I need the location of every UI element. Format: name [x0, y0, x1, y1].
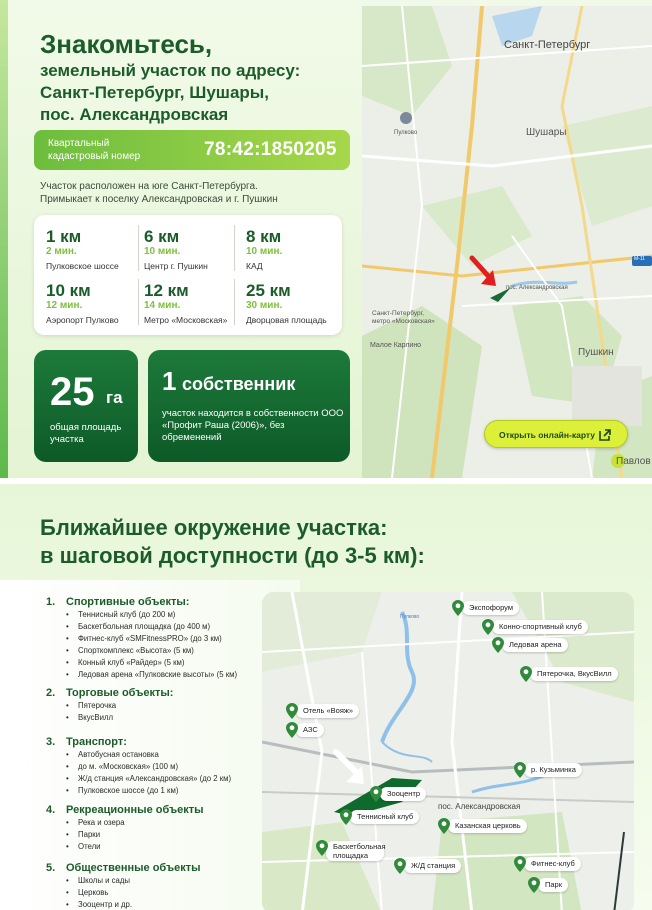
- list-item: • Пулковское шоссе (до 1 км): [66, 785, 231, 797]
- stat-place: Дворцовая площадь: [246, 315, 327, 325]
- open-online-map-button[interactable]: [484, 420, 628, 448]
- poi-label: Парк: [538, 878, 568, 892]
- list-item: • Конный клуб «Райдер» (5 км): [66, 657, 237, 669]
- stat-min: 14 мин.: [144, 300, 181, 311]
- owner-value: 1: [162, 366, 177, 396]
- stat-item: [144, 227, 240, 279]
- poi-label: Отель «Вояж»: [296, 704, 359, 718]
- intro-title-line4: пос. Александровская: [40, 105, 229, 124]
- list-item: • Ледовая арена «Пулковские высоты» (5 км): [66, 669, 237, 681]
- map-pin-icon: [452, 600, 464, 616]
- list-item: • ВкусВилл: [66, 712, 116, 724]
- poi-label: АЗС: [296, 723, 324, 737]
- area-value: 25: [50, 370, 95, 414]
- map-label-metro1: Санкт-Петербург,: [372, 310, 424, 317]
- list-item: • Спорткомплекс «Высота» (5 км): [66, 645, 237, 657]
- category-name: Торговые объекты:: [66, 687, 174, 699]
- poi-label: Ледовая арена: [502, 638, 568, 652]
- external-link-icon: [597, 427, 613, 445]
- area-unit: га: [106, 388, 123, 407]
- category-name: Спортивные объекты:: [66, 596, 190, 608]
- overview-map-graphic: [362, 6, 652, 478]
- stat-km: 25 км: [246, 281, 291, 300]
- category-number: 3.: [46, 736, 56, 748]
- intro-title-line2: земельный участок по адресу:: [40, 61, 301, 80]
- map-pin-icon: [286, 722, 298, 738]
- intro-title-line1: Знакомьтесь,: [40, 29, 213, 59]
- map-pin-icon: [514, 762, 526, 778]
- stat-place: Аэропорт Пулково: [46, 315, 119, 325]
- stat-km: 10 км: [46, 281, 91, 300]
- map-pin-icon: [370, 786, 382, 802]
- category-number: 1.: [46, 596, 56, 608]
- cadastre-label: Квартальный кадастровый номер: [48, 138, 141, 162]
- category-name: Транспорт:: [66, 736, 127, 748]
- stat-km: 1 км: [46, 227, 82, 246]
- surroundings-title-line2: в шаговой доступности (до 3-5 км):: [40, 543, 425, 568]
- poi-label: Баскетбольная площадка: [326, 841, 384, 861]
- poi-label: Пятерочка, ВкусВилл: [530, 667, 618, 681]
- map-pin-icon: [394, 858, 406, 874]
- map-label-m11: M-11: [634, 256, 646, 262]
- category-items: [66, 749, 231, 797]
- owner-tile: [148, 350, 350, 462]
- map-label-pulkovo: Пулково: [394, 130, 418, 136]
- map-label-pushkin: Пушкин: [578, 347, 614, 358]
- description-line2: Примыкает к поселку Александровская и г. Пушкин: [40, 194, 278, 205]
- overview-map[interactable]: [362, 6, 652, 478]
- cadastre-banner: [34, 130, 350, 170]
- poi-label: Экспофорум: [462, 601, 519, 615]
- stat-place: Центр г. Пушкин: [144, 261, 208, 271]
- category-items: [66, 609, 237, 681]
- stat-place: КАД: [246, 261, 263, 271]
- map-pin-icon: [482, 619, 494, 635]
- stat-item: [144, 281, 240, 333]
- list-item: • Отели: [66, 841, 125, 853]
- location-description: [40, 180, 340, 206]
- map-pin-icon: [520, 666, 532, 682]
- poi-label: р. Кузьминка: [524, 763, 582, 777]
- category-number: 2.: [46, 687, 56, 699]
- stat-item: [46, 227, 142, 279]
- category-items: [66, 817, 125, 853]
- list-item: • Школы и сады: [66, 875, 132, 887]
- category-name: Общественные объекты: [66, 862, 201, 874]
- stat-min: 2 мин.: [46, 246, 77, 257]
- map-label-pavlovsk: Павлов: [616, 456, 651, 467]
- map-label-metro2: метро «Московская»: [372, 318, 435, 325]
- stat-item: [46, 281, 142, 333]
- surroundings-title: [40, 514, 600, 570]
- list-item: • до м. «Московская» (100 м): [66, 761, 231, 773]
- stat-km: 8 км: [246, 227, 282, 246]
- description-line1: Участок расположен на юге Санкт-Петербурга.: [40, 181, 258, 192]
- owner-unit: собственник: [182, 374, 296, 394]
- map2-label-aleks: пос. Александровская: [438, 802, 521, 811]
- intro-title-line3: Санкт-Петербург, Шушары,: [40, 83, 270, 102]
- stat-min: 12 мин.: [46, 300, 83, 311]
- map-pin-icon: [286, 703, 298, 719]
- owner-text: участок находится в собственности ООО «Профит Раша (2006)», без обременений: [162, 408, 344, 443]
- open-map-label: Открыть онлайн-карту: [499, 430, 596, 440]
- surroundings-title-line1: Ближайшее окружение участка:: [40, 515, 388, 540]
- list-item: • Теннисный клуб (до 200 м): [66, 609, 237, 621]
- list-item: • Церковь: [66, 887, 132, 899]
- stat-item: [246, 281, 342, 333]
- list-item: • Ж/д станция «Александровская» (до 2 км): [66, 773, 231, 785]
- map-pin-icon: [316, 840, 328, 856]
- poi-label: Ж/Д станция: [404, 859, 461, 873]
- stat-km: 6 км: [144, 227, 180, 246]
- category-items: [66, 875, 132, 910]
- category-heading: [46, 862, 201, 874]
- stat-km: 12 км: [144, 281, 189, 300]
- map-label-aleks: пос. Александровская: [506, 285, 568, 291]
- poi-label: Фитнес-клуб: [524, 857, 581, 871]
- poi-label: Казанская церковь: [448, 819, 527, 833]
- map-pin-icon: [528, 877, 540, 893]
- list-item: • Пятерочка: [66, 700, 116, 712]
- map-label-shushary: Шушары: [526, 127, 567, 138]
- list-item: • Парки: [66, 829, 125, 841]
- category-heading: [46, 687, 173, 699]
- stat-place: Метро «Московская»: [144, 315, 228, 325]
- category-number: 4.: [46, 804, 56, 816]
- poi-label: Теннисный клуб: [350, 810, 419, 824]
- list-item: • Автобусная остановка: [66, 749, 231, 761]
- area-tile: [34, 350, 138, 462]
- category-heading: [46, 596, 189, 608]
- stat-min: 10 мин.: [246, 246, 283, 257]
- stat-min: 30 мин.: [246, 300, 283, 311]
- list-item: • Река и озера: [66, 817, 125, 829]
- decor-strip: [0, 0, 8, 478]
- list-item: • Зооцентр и др.: [66, 899, 132, 910]
- stat-min: 10 мин.: [144, 246, 181, 257]
- map2-label-pulkovo: Пулково: [400, 614, 420, 620]
- category-number: 5.: [46, 862, 56, 874]
- poi-label: Конно-спортивный клуб: [492, 620, 588, 634]
- distance-stats-card: [34, 215, 342, 335]
- list-item: • Фитнес-клуб «SMFitnessPRO» (до 3 км): [66, 633, 237, 645]
- cadastre-number: 78:42:1850205: [204, 139, 337, 160]
- stat-item: [246, 227, 342, 279]
- intro-title: [40, 28, 360, 126]
- category-name: Рекреационные объекты: [66, 804, 204, 816]
- poi-label: Зооцентр: [380, 787, 426, 801]
- map-pin-icon: [514, 856, 526, 872]
- list-item: • Баскетбольная площадка (до 400 м): [66, 621, 237, 633]
- area-text: общая площадь участка: [50, 422, 122, 445]
- surroundings-slide: [0, 484, 652, 910]
- map-pin-icon: [492, 637, 504, 653]
- category-heading: [46, 804, 204, 816]
- map-pin-icon: [438, 818, 450, 834]
- map-label-spb: Санкт-Петербург: [504, 39, 591, 51]
- category-heading: [46, 736, 127, 748]
- map-pin-icon: [340, 809, 352, 825]
- category-items: [66, 700, 116, 724]
- map-label-karlino: Малое Карлино: [370, 342, 422, 349]
- stat-place: Пулковское шоссе: [46, 261, 119, 271]
